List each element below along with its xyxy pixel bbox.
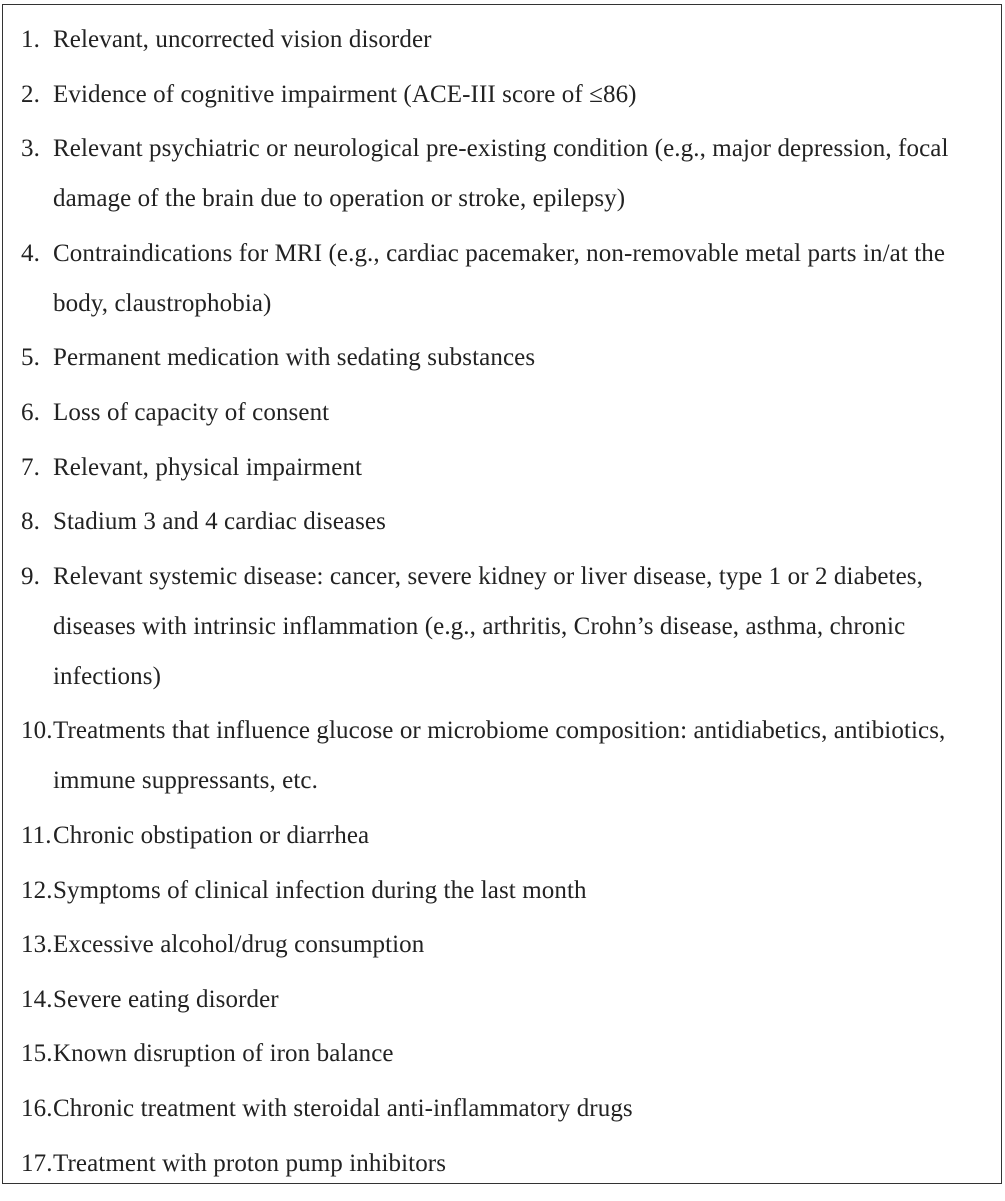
list-item	[21, 497, 991, 547]
item-number: 11.	[21, 821, 52, 849]
item-number: 16.	[21, 1094, 53, 1122]
list-item	[21, 1139, 991, 1189]
item-text: Excessive alcohol/drug consumption	[53, 931, 425, 959]
item-number: 10.	[21, 717, 53, 745]
item-number: 15.	[21, 1040, 53, 1068]
item-text: Relevant systemic disease: cancer, severe kidney or liver disease, type 1 or 2 diabetes, diseases with intrinsic inflammation (e.g., arthritis, Crohn’s disease, asthma, chronic infections)	[53, 562, 923, 690]
item-number: 2.	[21, 80, 40, 108]
item-number: 6.	[21, 398, 40, 426]
item-text: Chronic treatment with steroidal anti-inflammatory drugs	[53, 1094, 633, 1122]
item-number: 14.	[21, 985, 53, 1013]
item-text: Relevant, uncorrected vision disorder	[53, 26, 432, 53]
item-text: Stadium 3 and 4 cardiac diseases	[53, 508, 386, 536]
item-text: Relevant, physical impairment	[53, 453, 363, 481]
item-number: 1.	[21, 26, 40, 53]
list-item	[21, 388, 991, 438]
criteria-list	[21, 15, 991, 1193]
list-item	[21, 70, 991, 120]
item-text: Symptoms of clinical infection during the last month	[53, 876, 587, 904]
item-text: Severe eating disorder	[53, 985, 279, 1013]
list-item	[21, 15, 991, 65]
list-item	[21, 1029, 991, 1079]
item-number: 3.	[21, 135, 40, 163]
criteria-table-frame	[2, 4, 1002, 1184]
list-item	[21, 1084, 991, 1134]
item-number: 12.	[21, 876, 53, 904]
item-text: Known disruption of iron balance	[53, 1040, 394, 1068]
list-item	[21, 706, 991, 806]
list-item	[21, 443, 991, 493]
list-item	[21, 333, 991, 383]
item-number: 8.	[21, 508, 40, 536]
item-number: 9.	[21, 562, 40, 590]
list-item	[21, 811, 991, 861]
item-text: Permanent medication with sedating substances	[53, 344, 536, 372]
item-number: 17.	[21, 1149, 53, 1177]
list-item	[21, 229, 991, 329]
item-text: Treatments that influence glucose or microbiome composition: antidiabetics, antibiotics, immune suppressants, etc.	[53, 717, 946, 795]
item-number: 5.	[21, 344, 40, 372]
item-text: Loss of capacity of consent	[53, 398, 330, 426]
item-number: 4.	[21, 239, 40, 267]
list-item	[21, 124, 991, 224]
item-text: Evidence of cognitive impairment (ACE-III score of ≤86)	[53, 80, 637, 108]
list-item	[21, 866, 991, 916]
item-text: Relevant psychiatric or neurological pre-existing condition (e.g., major depression, focal damage of the brain due to operation or stroke, epilepsy)	[53, 135, 949, 213]
list-item	[21, 552, 991, 702]
list-item	[21, 975, 991, 1025]
item-text: Contraindications for MRI (e.g., cardiac pacemaker, non-removable metal parts in/at the body, claustrophobia)	[53, 239, 946, 317]
list-item	[21, 920, 991, 970]
item-number: 7.	[21, 453, 40, 481]
item-number: 13.	[21, 931, 53, 959]
item-text: Treatment with proton pump inhibitors	[53, 1149, 447, 1177]
item-text: Chronic obstipation or diarrhea	[53, 821, 370, 849]
